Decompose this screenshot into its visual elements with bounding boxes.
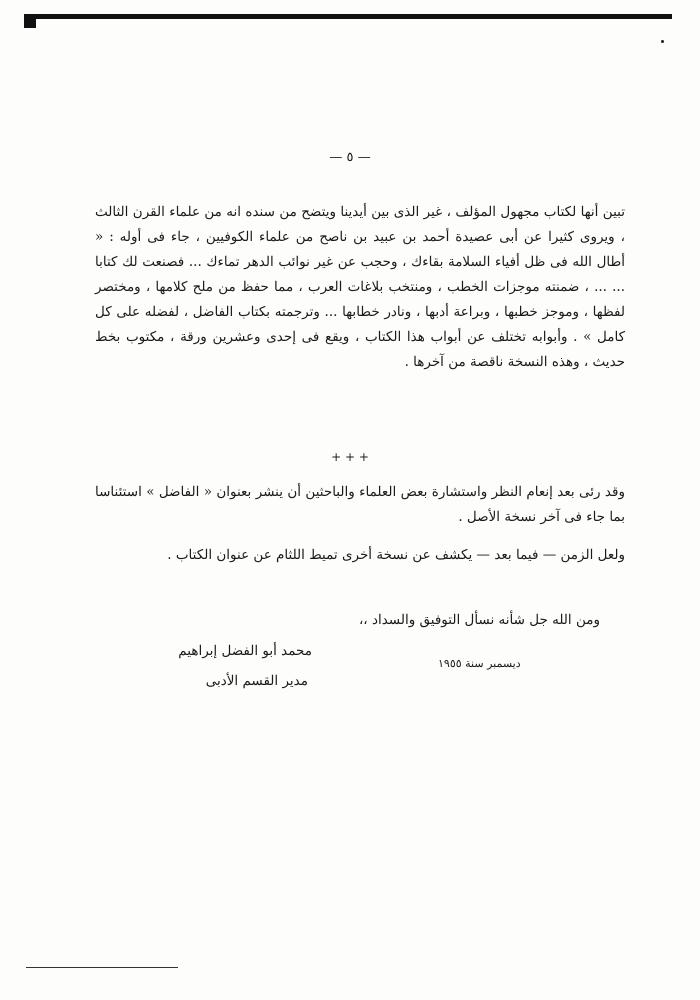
date-line: ديسمبر سنة ١٩٥٥ bbox=[438, 657, 521, 670]
signature-title: مدير القسم الأدبى bbox=[205, 673, 308, 689]
footnote-rule bbox=[26, 967, 178, 968]
page-number: — ٥ — bbox=[329, 150, 371, 165]
paragraph-manuscript-description: تبين أنها لكتاب مجهول المؤلف ، غير الذى بين أيدينا ويتضح من سنده انه من علماء القرن الثالث ، ويروى كثيرا عن أبى عصيدة أحمد بن عبيد بن ناصح من علماء الكوفيين ، جاء فى أوله : « أطال الله فى ظل أفياء السلامة بقاءك ، وحجب عن غير نوائب الدهر تماءك ... فصنعت لك كتابا ... ... ، ضمنته موجزات الخطب ، ومنتخب بلاغات العرب ، مما حفظ من ملح كلامها ، ومختصر لفظها ، وموجز خطبها ، وبراعة أدبها ، ونادر خطابها ... وترجمته بكتاب الفاضل ، لفضله على كل كامل » . وأبوابه تختلف عن أبواب هذا الكتاب ، ويقع فى إحدى وعشرين ورقة ، مكتوب بخط حديث ، وهذه النسخة ناقصة من آخرها . bbox=[95, 204, 625, 370]
section-ornament: + + + bbox=[331, 450, 369, 464]
paragraph-future-hope: ولعل الزمن — فيما بعد — يكشف عن نسخة أخرى تميط اللثام عن عنوان الكتاب . bbox=[167, 547, 625, 563]
closing-line: ومن الله جل شأنه نسأل التوفيق والسداد ،، bbox=[358, 612, 600, 628]
top-border-rule bbox=[24, 14, 672, 19]
corner-mark bbox=[24, 14, 36, 28]
paragraph-title-decision: وقد رئى بعد إنعام النظر واستشارة بعض العلماء والباحثين أن ينشر بعنوان « الفاضل » استئناسا بما جاء فى آخر نسخة الأصل . bbox=[95, 484, 625, 525]
scan-speck bbox=[661, 40, 664, 43]
signature-name: محمد أبو الفضل إبراهيم bbox=[178, 643, 312, 659]
